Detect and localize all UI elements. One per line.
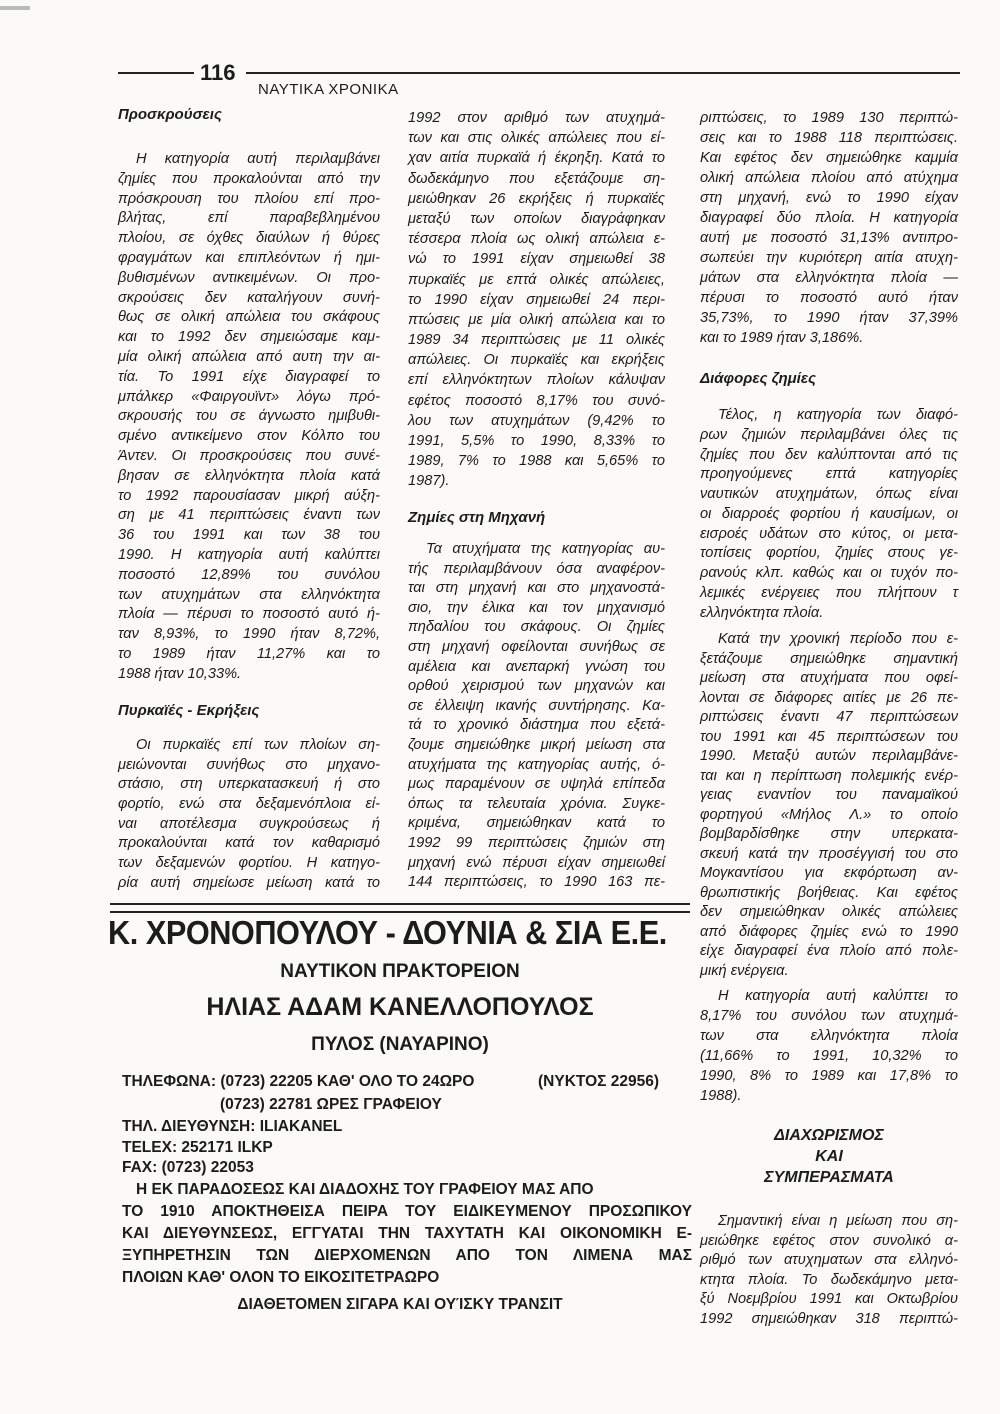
paragraph xyxy=(408,540,665,893)
ad-telex: TELEX: 252171 ILKP xyxy=(122,1139,273,1156)
paragraph xyxy=(700,108,958,348)
text-line: ριθμό των ατυχηματων στα ελληνό- xyxy=(700,1252,958,1268)
section-heading-collisions: Προσκρούσεις xyxy=(118,106,222,123)
text-line: θρωπιστικής βοήθειας. Και εφέτος xyxy=(700,884,958,901)
ad-owner: ΗΛΙΑΣ ΑΔΑΜ ΚΑΝΕΛΛΟΠΟΥΛΟΣ xyxy=(206,993,594,1021)
text-line: βησαν σε ελληνόκτητα πλοία κατά xyxy=(118,467,380,484)
text-line: το 1992 παρουσίασαν μικρή αύξη- xyxy=(118,487,380,504)
text-line: πέρυσι το ποσοστό αυτό ήταν xyxy=(700,290,958,306)
text-line: ατυχήματα της κατηγορίας αυτής, ό- xyxy=(408,756,665,773)
text-line: εισροές υδάτων στο κύτος, οι μετα- xyxy=(700,525,958,542)
header-rule-right xyxy=(246,72,960,74)
text-line: 1989, 7% το 1988 και 5,65% το xyxy=(408,453,665,470)
section-heading-conclusions xyxy=(700,1125,958,1188)
text-line: τοπίσεις φορτίου, ζημίες στους γε- xyxy=(700,545,958,562)
text-line: 35,73%, το 1990 ήταν 37,39% xyxy=(700,310,958,326)
paragraph xyxy=(118,736,380,894)
text-line: πηδαλίου του σκάφους. Οι ζημίες xyxy=(408,619,665,636)
text-line: 1988). xyxy=(700,1088,742,1104)
text-line: πτώσεις με μία ολική απώλεια και το xyxy=(408,311,665,328)
text-line: μειώνονται συνήθως στο μηχανο- xyxy=(118,756,380,773)
text-line: Η κατηγορία αυτή περιλαμβάνει xyxy=(136,151,380,167)
text-line: λονται σε διάφορες αιτίες με 26 πε- xyxy=(700,689,958,706)
text-line: τής περιλαμβάνουν όσα αναφέρον- xyxy=(408,560,665,577)
text-line: μεταξύ των οποίων διαγράφηκαν xyxy=(408,210,665,227)
text-line: σε έλλειψη ικανής συντήρησης. Κα- xyxy=(408,697,665,714)
text-line: του 1991 και 45 περιπτώσεων του xyxy=(700,728,958,745)
text-line: ρων ζημιών περιλαμβάνει όλες τις xyxy=(700,426,958,443)
text-line: ξύ Νοεμβρίου 1991 και Οκτωβρίου xyxy=(700,1291,958,1307)
text-line: ποσοστό 12,89% του συνόλου xyxy=(118,566,380,583)
ad-top-border xyxy=(110,903,690,913)
text-line: μία ολική απώλεια από αυτη την αι- xyxy=(118,348,380,365)
text-line: θως σε ολική απώλεια του σκάφους xyxy=(118,309,380,326)
text-line: ξετάζουμε σημειώθηκε σημαντική xyxy=(700,650,958,667)
section-heading-engine: Ζημίες στη Μηχανή xyxy=(408,509,546,526)
text-line: ρία αυτή σημείωσε μείωση κατά το xyxy=(118,874,380,891)
text-line: βλήτας, επί παραβεβλημένου xyxy=(118,210,380,227)
text-line: σιο, την έλικα και τον μηχανισμό xyxy=(408,599,665,616)
text-line: 1988 ήταν 10,33%. xyxy=(118,665,242,682)
text-line: Τέλος, η κατηγορία των διαφό- xyxy=(718,407,958,423)
text-line: 1992 στον αριθμό των ατυχημά- xyxy=(408,110,665,126)
text-line: ορθού χειρισμού των μηχανών και xyxy=(408,678,665,695)
text-line: σκευή κατά την προσέγγισή του στο xyxy=(700,845,958,862)
text-line: μπάλκερ «Φαιργουϊντ» λόγω πρό- xyxy=(118,388,380,405)
text-line: προηγούμενες επτά κατηγορίες xyxy=(700,466,958,483)
text-line: μειώθηκε εφέτος στον συνολικό α- xyxy=(700,1232,958,1249)
ad-body-line: ΤΟ 1910 ΑΠΟΚΤΗΘΕΙΣΑ ΠΕΙΡΑ ΤΟΥ ΕΙΔΙΚΕΥΜΕΝΟΥ ΠΡΟΣΩΠΙΚΟΥ xyxy=(122,1203,692,1220)
text-line: τέσσερα πλοία ως ολική απώλεια ε- xyxy=(408,231,665,248)
text-line: είχε διαγραφεί ένα πλοίο από πολε- xyxy=(700,943,958,959)
ad-body-line: ΠΛΟΙΩΝ ΚΑΘ' ΟΛΟΝ ΤΟ ΕΙΚΟΣΙΤΕΤΡΑΩΡΟ xyxy=(122,1269,440,1286)
text-line: δεν σημειώθηκαν ολικές απώλειες xyxy=(700,904,958,920)
ad-phones-office: (0723) 22781 ΩΡΕΣ ΓΡΑΦΕΙΟΥ xyxy=(220,1096,442,1113)
text-line: ζημίες που προκαλούνται από την xyxy=(118,170,380,187)
text-line: βυθισμένων αντικειμένων. Οι προ- xyxy=(118,269,380,286)
text-line: μάτων στα ελληνόκτητα πλοία — xyxy=(700,270,958,286)
text-line: ολική απώλεια πλοίου από ατύχημα xyxy=(700,170,958,186)
text-line: εφέτος ποσοστό 8,17% του συνό- xyxy=(408,392,665,409)
ad-agency: ΝΑΥΤΙΚΟΝ ΠΡΑΚΤΟΡΕΙΟΝ xyxy=(280,961,520,982)
text-line: των στα ελληνόκτητα πλοία xyxy=(700,1028,958,1044)
text-line: ται στη μηχανή και στο μηχανοστά- xyxy=(408,580,665,597)
paragraph xyxy=(118,150,380,685)
text-line: αυτή με ποσοστό 31,13% αντιπρο- xyxy=(700,230,958,246)
ad-transit: ΔΙΑΘΕΤΟΜΕΝ ΣΙΓΑΡΑ ΚΑΙ ΟΥΊΣΚΥ ΤΡΑΝΣΙΤ xyxy=(237,1296,563,1313)
ad-body-line: ΞΥΠΗΡΕΤΗΣΙΝ ΤΩΝ ΔΙΕΡΧΟΜΕΝΩΝ ΑΠΟ ΤΟΝ ΛΙΜΕΝΑ ΜΑΣ xyxy=(122,1247,692,1264)
text-line: σκρούσεις δεν καταλήγουν συνή- xyxy=(118,289,380,306)
text-line: γειας εναντίον του παναμαϊκού xyxy=(700,787,958,803)
text-line: λεμικές ενέργειες που πλήττουν τ xyxy=(700,584,958,601)
text-line: 1990. Η κατηγορία αυτή καλύπτει xyxy=(118,546,380,563)
ad-body-line: Η ΕΚ ΠΑΡΑΔΟΣΕΩΣ ΚΑΙ ΔΙΑΔΟΧΗΣ ΤΟΥ ΓΡΑΦΕΙΟΥ ΜΑΣ ΑΠΟ xyxy=(136,1181,594,1198)
text-line: σκρουσής του σε άγνωστο ημιβυθι- xyxy=(118,408,380,425)
text-line: απώλειες. Οι πυρκαϊές και εκρήξεις xyxy=(408,352,665,369)
text-line: σμένο αντικείμενο στον Κόλπο του xyxy=(118,428,380,445)
text-line: από διάφορες ζημίες ενώ το 1990 xyxy=(700,923,958,940)
text-line: βομβαρδίσθηκε στην υπερκατα- xyxy=(700,826,958,842)
text-line: όπως τα τελευταία χρόνια. Συγκε- xyxy=(408,795,665,812)
text-line: και το 1992 δεν σημειώσαμε καμ- xyxy=(118,329,380,346)
text-line: 8,17% του συνόλου των ατυχημά- xyxy=(700,1008,958,1024)
section-heading-misc: Διάφορες ζημίες xyxy=(700,370,817,387)
text-line: φορτηγού «Μήλος Λ.» το οποίο xyxy=(700,806,958,823)
text-line: μως παραμένουν σε υψηλά επίπεδα xyxy=(408,776,665,793)
section-heading-fires: Πυρκαϊές - Εκρήξεις xyxy=(118,702,260,719)
heading-line: ΔΙΑΧΩΡΙΣΜΟΣ xyxy=(774,1127,884,1144)
heading-line: ΚΑΙ xyxy=(815,1148,843,1165)
text-line: αμέλεια και ανεπαρκή γνώση του xyxy=(408,658,665,675)
text-line: πλοίου, σε όχθες διαύλων ή θύρες xyxy=(118,230,380,247)
text-line: και το 1989 ήταν 3,186%. xyxy=(700,330,864,346)
text-line: προκαλούνται κατά τον καθαρισμό xyxy=(118,835,380,852)
text-line: ρανούς κλπ. καθώς και οι τυχόν πο- xyxy=(700,565,958,581)
text-line: Και εφέτος δεν σημειώθηκε καμμία xyxy=(700,150,958,166)
text-line: των και στις ολικές απώλειες που εί- xyxy=(408,130,665,147)
text-line: μική ενέργεια. xyxy=(700,962,789,979)
text-line: τά το χρονικό διάστημα που εξετά- xyxy=(408,717,665,734)
text-line: ζημίες που δεν καλύπτονται από τις xyxy=(700,446,958,463)
text-line: 1987). xyxy=(408,473,450,490)
text-line: πλοία — πέρυσι το ποσοστό αυτό ή- xyxy=(118,606,380,623)
text-line: στη μηχανή οφείλονται συνήθως σε xyxy=(408,638,665,655)
ad-telegraph: ΤΗΛ. ΔΙΕΥΘΥΝΣΗ: ILIAKANEL xyxy=(122,1118,343,1135)
text-line: φορτίο, ενώ στα δεξαμενόπλοια εί- xyxy=(118,796,380,813)
text-line: 1991, 5,5% το 1990, 8,33% το xyxy=(408,433,665,449)
text-line: 1990, 8% το 1989 και 17,8% το xyxy=(700,1068,958,1084)
text-line: Η κατηγορία αυτή καλύπτει το xyxy=(718,988,958,1004)
text-line: φραγμάτων και επιπλεόντων ή ημι- xyxy=(118,249,380,266)
magazine-title: ΝΑΥΤΙΚΑ ΧΡΟΝΙΚΑ xyxy=(258,81,399,98)
text-line: ναι αποτέλεσμα συγκρούσεως ή xyxy=(118,815,380,832)
text-line: των δεξαμενών φορτίου. Η κατηγο- xyxy=(118,855,380,872)
text-line: στη μηχανή, ενώ το 1990 είχαν xyxy=(700,190,958,206)
text-line: Κατά την χρονική περίοδο που ε- xyxy=(718,631,958,647)
text-line: Μογκαντίσου για εκφόρτωση αν- xyxy=(700,865,958,881)
paragraph xyxy=(700,1212,958,1329)
text-line: 1990. Μεταξύ αυτών περιλαμβάνε- xyxy=(700,748,958,764)
text-line: σωπεύει την κυριότερη αιτία ατυχη- xyxy=(700,250,958,266)
text-line: κτητα πλοία. Το δωδεκάμηνο μετα- xyxy=(700,1271,958,1288)
text-line: ριπτώσεις, το 1989 130 περιπτώ- xyxy=(700,110,958,126)
text-line: μειώθηκαν 26 εκρήξεις ή πυρκαϊές xyxy=(408,190,665,207)
text-line: ναυτικών ατυχημάτων, όπως είναι xyxy=(700,486,958,502)
paragraph xyxy=(700,986,958,1106)
ad-company-name: Κ. ΧΡΟΝΟΠΟΥΛΟΥ - ΔΟΥΝΙΑ & ΣΙΑ Ε.Ε. xyxy=(108,914,667,951)
text-line: δωδεκάμηνο που εξετάζουμε ση- xyxy=(408,170,665,187)
text-line: Οι πυρκαϊές επί των πλοίων ση- xyxy=(136,737,380,753)
ad-phones: ΤΗΛΕΦΩΝΑ: (0723) 22205 ΚΑΘ' ΟΛΟ ΤΟ 24ΩΡΟ xyxy=(122,1073,475,1090)
text-line: επί ελληνόκτητων πλοίων κάλυψαν xyxy=(408,372,665,389)
text-line: 36 του 1991 και των 38 του xyxy=(118,527,380,544)
text-line: Άντεν. Οι προσκρούσεις που συνέ- xyxy=(118,447,380,464)
ad-body-line: ΚΑΙ ΔΙΕΥΘΥΝΣΕΩΣ, ΕΓΓΥΑΤΑΙ ΤΗΝ ΤΑΧΥΤΑΤΗ ΚΑΙ ΟΙΚΟΝΟΜΙΚΗ Ε- xyxy=(122,1225,692,1242)
ad-fax: FAX: (0723) 22053 xyxy=(122,1159,254,1176)
text-line: 1992 99 περιπτώσεις ζημιών στη xyxy=(408,834,665,851)
text-line: πρόσκρουση του πλοίου επί προ- xyxy=(118,190,380,207)
text-line: το 1990 είχαν σημειωθεί 24 περι- xyxy=(408,291,665,308)
header-rule-left xyxy=(118,72,194,74)
paragraph xyxy=(408,108,665,492)
text-line: λου των ατυχημάτων (9,42% το xyxy=(408,412,665,429)
ad-phone-night: (ΝΥΚΤΟΣ 22956) xyxy=(538,1073,660,1090)
text-line: κριμένα, σημειώθηκαν κατά το xyxy=(408,815,665,832)
text-line: Τα ατυχήματα της κατηγορίας αυ- xyxy=(426,541,665,557)
text-line: 144 περιπτώσεις, το 1990 163 πε- xyxy=(408,874,665,891)
text-line: μείωση στα ατυχήματα που οφεί- xyxy=(700,670,958,686)
text-line: διαγραφεί δύο πλοία. Η κατηγορία xyxy=(700,210,958,226)
page-number: 116 xyxy=(200,60,236,85)
text-line: χαν αιτία πυρκαϊά ή έκρηξη. Κατά το xyxy=(408,150,665,167)
text-line: των ατυχημάτων στα ελληνόκτητα xyxy=(118,586,380,603)
text-line: νώ το 1991 είχαν σημειωθεί 38 xyxy=(408,251,665,268)
text-line: (11,66% το 1991, 10,32% το xyxy=(700,1048,958,1064)
text-line: το 1989 ήταν 11,27% και το xyxy=(118,645,380,662)
text-line: ζουμε σημειώθηκε μικρή μείωση στα xyxy=(408,736,665,753)
text-line: ταν 8,93%, το 1990 ήταν 8,72%, xyxy=(118,626,380,643)
text-line: σεις και το 1988 118 περιπτώσεις. xyxy=(700,130,958,146)
text-line: ση με 41 περιπτώσεις έναντι των xyxy=(118,507,380,524)
text-line: οι διαρροές φορτίου ή καυσίμων, οι xyxy=(700,505,958,522)
text-line: τία. Το 1991 είχε διαγραφεί το xyxy=(118,368,380,385)
ad-location: ΠΥΛΟΣ (ΝΑΥΑΡΙΝΟ) xyxy=(311,1034,489,1055)
text-line: Σημαντική είναι η μείωση που ση- xyxy=(718,1213,958,1229)
text-line: ριπτώσεις έναντι 47 περιπτώσεων xyxy=(700,709,958,725)
text-line: 1992 σημειώθηκαν 318 περιπτώ- xyxy=(700,1310,958,1327)
text-line: ται και η περίπτωση πολεμικής ενέρ- xyxy=(700,767,958,784)
text-line: στάσιο, στη υπερκατασκευή ή στο xyxy=(118,776,380,793)
heading-line: ΣΥΜΠΕΡΑΣΜΑΤΑ xyxy=(764,1169,894,1186)
text-line: ελληνόκτητα πλοία. xyxy=(700,604,824,621)
paragraph xyxy=(700,406,958,623)
text-line: μηχανή ενώ πέρυσι είχαν σημειωθεί xyxy=(408,854,665,871)
scan-mark xyxy=(0,6,30,10)
text-line: πυρκαϊές με επτά ολικές απώλειες, xyxy=(408,271,665,288)
text-line: 1989 34 περιπτώσεις με 11 ολικές xyxy=(408,332,665,349)
paragraph xyxy=(700,630,958,981)
